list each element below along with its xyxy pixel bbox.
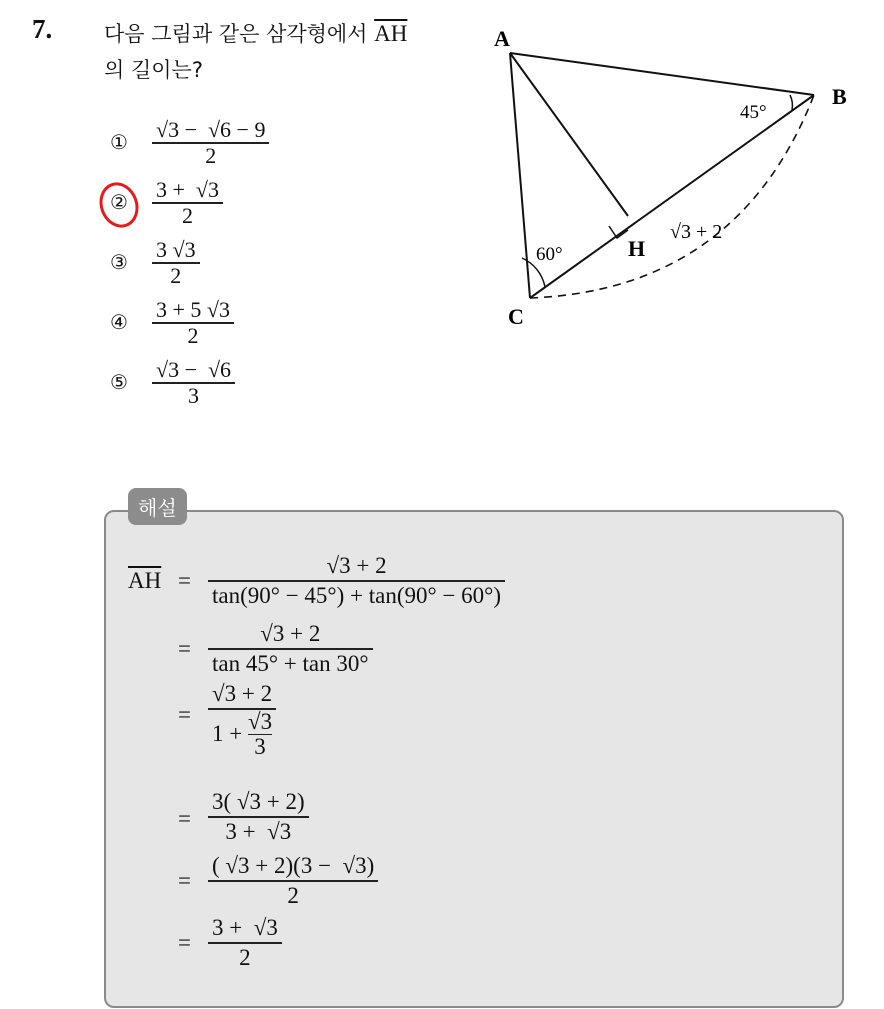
- choice-fraction: 3 + √3 2: [152, 178, 223, 228]
- label-a: A: [494, 26, 510, 51]
- label-c: C: [508, 304, 524, 329]
- solution-step-6: 3 + √3 2: [208, 914, 282, 972]
- equals-sign: =: [178, 636, 191, 661]
- question-text: [104, 16, 484, 88]
- choice-fraction: √3 − √6 − 9 2: [152, 118, 269, 168]
- angle-b-arc: [790, 95, 792, 110]
- equals-sign: =: [178, 868, 191, 893]
- solution-step-1: √3 + 2 tan(90° − 45°) + tan(90° − 60°): [208, 552, 505, 610]
- solution-step-5: ( √3 + 2)(3 − √3) 2: [208, 852, 378, 910]
- solution-step-4: 3( √3 + 2) 3 + √3: [208, 788, 309, 846]
- angle-c-label: 60°: [536, 244, 563, 265]
- triangle-figure: [488, 20, 858, 340]
- choice-number: ③: [110, 250, 128, 274]
- question-line1: 다음 그림과 같은 삼각형에서: [104, 22, 375, 46]
- label-b: B: [832, 84, 847, 109]
- choice-number: ④: [110, 310, 128, 334]
- choice-fraction: 3 + 5 √3 2: [152, 298, 234, 348]
- segment-ah-symbol: $\overline{AH}$: [374, 21, 408, 46]
- equals-sign: =: [178, 806, 191, 831]
- equals-sign: =: [178, 930, 191, 955]
- choice-fraction: √3 − √6 3: [152, 358, 235, 408]
- choice-number: ⑤: [110, 370, 128, 394]
- side-length-label: √3 + 2: [670, 221, 723, 243]
- label-h: H: [628, 236, 646, 261]
- altitude-ah: [510, 53, 628, 216]
- choice-number: ①: [110, 130, 128, 154]
- solution-lhs: $\overline{AH}$: [128, 568, 162, 593]
- choice-number: ②: [110, 190, 128, 214]
- question-number: 7.: [32, 14, 53, 44]
- answer-circle-mark: [93, 177, 144, 233]
- side-ab: [510, 53, 814, 95]
- equals-sign: =: [178, 702, 191, 727]
- right-angle-mark: [609, 226, 628, 238]
- choice-fraction: 3 √3 2: [152, 238, 200, 288]
- solution-step-2: √3 + 2 tan 45° + tan 30°: [208, 620, 373, 678]
- side-cb: [530, 95, 814, 298]
- solution-tag: 해설: [128, 488, 187, 525]
- angle-b-label: 45°: [740, 102, 767, 123]
- question-line2: 의 길이는?: [104, 58, 203, 82]
- equals-sign: =: [178, 568, 191, 593]
- solution-step-3: √3 + 2 1 + √3 3: [208, 680, 276, 759]
